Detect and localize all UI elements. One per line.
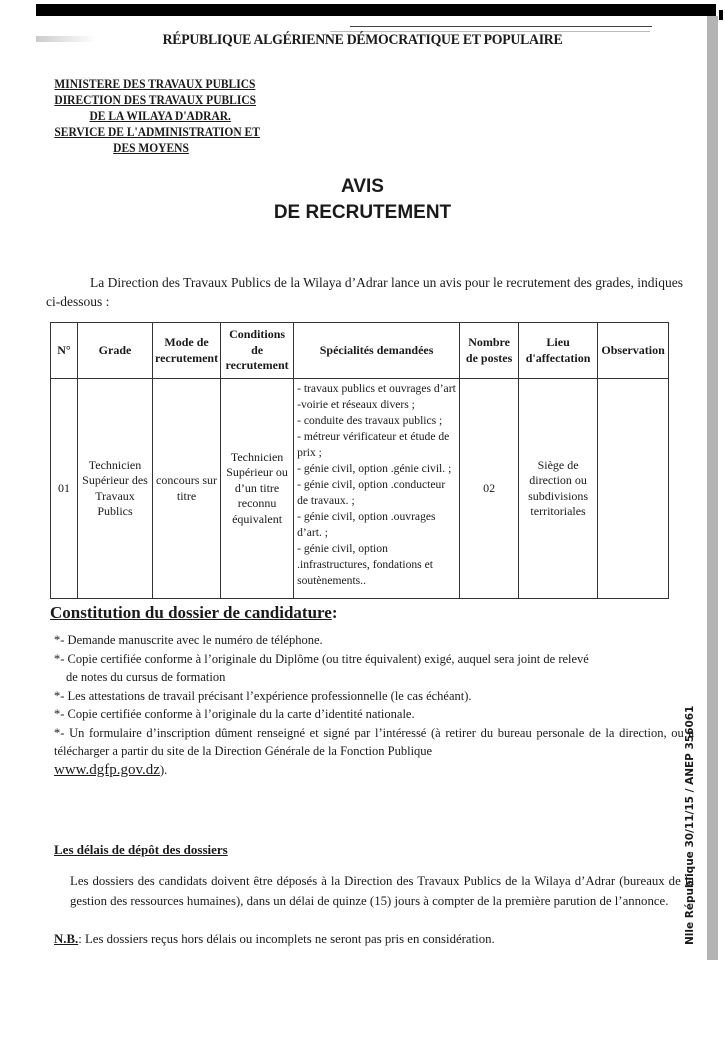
corner-mark	[719, 10, 723, 20]
dossier-item: *- Les attestations de travail précisant l’expérience professionnelle (le cas échéant).	[54, 688, 472, 703]
dossier-item: *- Demande manuscrite avec le numéro de téléphone.	[54, 633, 323, 647]
dossier-heading	[50, 603, 338, 623]
col-specialites: Spécialités demandées	[294, 323, 460, 379]
cell-nombre: 02	[460, 379, 519, 599]
dgfp-website-link[interactable]: www.dgfp.gov.dz	[54, 761, 160, 778]
cell-grade: Technicien Supérieur des Travaux Publics	[78, 379, 153, 599]
cell-mode: concours sur titre	[153, 379, 221, 599]
intro-text: La Direction des Travaux Publics de la Wilaya d’Adrar lance un avis pour le recrutement des grades, indiques ci-dessous :	[46, 275, 684, 309]
website-line	[54, 761, 694, 780]
specialite-item: - génie civil, option .infrastructures, fondations et soutènements..	[297, 542, 433, 587]
dossier-item: *- Un formulaire d’inscription dûment renseigné et signé par l’intéressé (à retirer du bureau personale de la direction, ou à télécharger a partir du site de la Direction Générale de la Fonction Publique	[54, 725, 694, 758]
specialite-item: - génie civil, option .génie civil. ;	[297, 462, 452, 475]
dossier-item: *- Copie certifiée conforme à l’originale du Diplôme (ou titre équivalent) exigé, auquel sera joint de relevé	[54, 651, 589, 666]
col-grade: Grade	[78, 323, 153, 379]
delais-heading: Les délais de dépôt des dossiers	[54, 842, 228, 857]
col-observation: Observation	[598, 323, 669, 379]
ministry-line: DE LA WILAYA D'ADRAR.	[89, 109, 231, 123]
title-line-2: DE RECRUTEMENT	[273, 202, 452, 223]
nb-note	[54, 932, 694, 947]
specialite-item: -voirie et réseaux divers ;	[297, 398, 415, 411]
cell-lieu: Siège de direction ou subdivisions territoriales	[519, 379, 598, 599]
dossier-heading-colon: :	[331, 603, 338, 622]
ministry-line: DIRECTION DES TRAVAUX PUBLICS	[54, 93, 257, 107]
intro-paragraph	[46, 273, 686, 311]
header-rule	[350, 26, 652, 27]
specialite-item: - travaux publics et ouvrages d’art	[297, 382, 456, 395]
col-conditions: Conditions de recrutement	[221, 323, 294, 379]
table-header-row	[51, 323, 669, 379]
delais-paragraph: Les dossiers des candidats doivent être déposés à la Direction des Travaux Publics de la Wilaya d’Adrar (bureaux de la gestion des ressources humaines), dans un délai de quinze (15) jours à compter de la première parution de l’annonce.	[70, 874, 694, 908]
cell-num: 01	[51, 379, 78, 599]
col-lieu: Lieu d'affectation	[519, 323, 598, 379]
specialite-item: - conduite des travaux publics ;	[297, 414, 443, 427]
dossier-item-continuation: de notes du cursus de formation	[66, 670, 226, 684]
cell-observation	[598, 379, 669, 599]
dossier-heading-text: Constitution du dossier de candidature	[50, 603, 332, 622]
notice-title	[0, 174, 725, 226]
cell-specialites	[294, 379, 460, 599]
top-black-bar	[36, 4, 716, 16]
publication-stamp: Nlle République 30/11/15 / ANEP 356061	[684, 705, 696, 945]
specialite-item: - génie civil, option .ouvrages d’art. ;	[297, 510, 436, 539]
col-num: N°	[51, 323, 78, 379]
specialite-item: - métreur vérificateur et étude de prix ;	[297, 430, 450, 459]
recruitment-table	[50, 322, 669, 599]
table-row	[51, 379, 669, 599]
dossier-item: *- Copie certifiée conforme à l’originale du la carte d’identité nationale.	[54, 707, 415, 721]
dossier-list	[54, 631, 694, 779]
nb-label: N.B.	[54, 932, 79, 946]
col-nombre: Nombre de postes	[460, 323, 519, 379]
ministry-block	[46, 76, 260, 156]
title-line-1: AVIS	[341, 176, 384, 197]
scan-edge-strip	[707, 16, 718, 960]
ministry-line: SERVICE DE L'ADMINISTRATION ET	[54, 125, 260, 139]
nb-text: : Les dossiers reçus hors délais ou incomplets ne seront pas pris en considération.	[78, 932, 495, 946]
republic-heading: RÉPUBLIQUE ALGÉRIENNE DÉMOCRATIQUE ET POPULAIRE	[162, 32, 563, 48]
ministry-line: DES MOYENS	[113, 141, 189, 155]
cell-conditions: Technicien Supérieur ou d’un titre reconnu équivalent	[221, 379, 294, 599]
website-suffix: ).	[159, 762, 168, 777]
specialite-item: - génie civil, option .conducteur de travaux. ;	[297, 478, 446, 507]
col-mode: Mode de recrutement	[153, 323, 221, 379]
ministry-line: MINISTERE DES TRAVAUX PUBLICS	[54, 77, 256, 91]
